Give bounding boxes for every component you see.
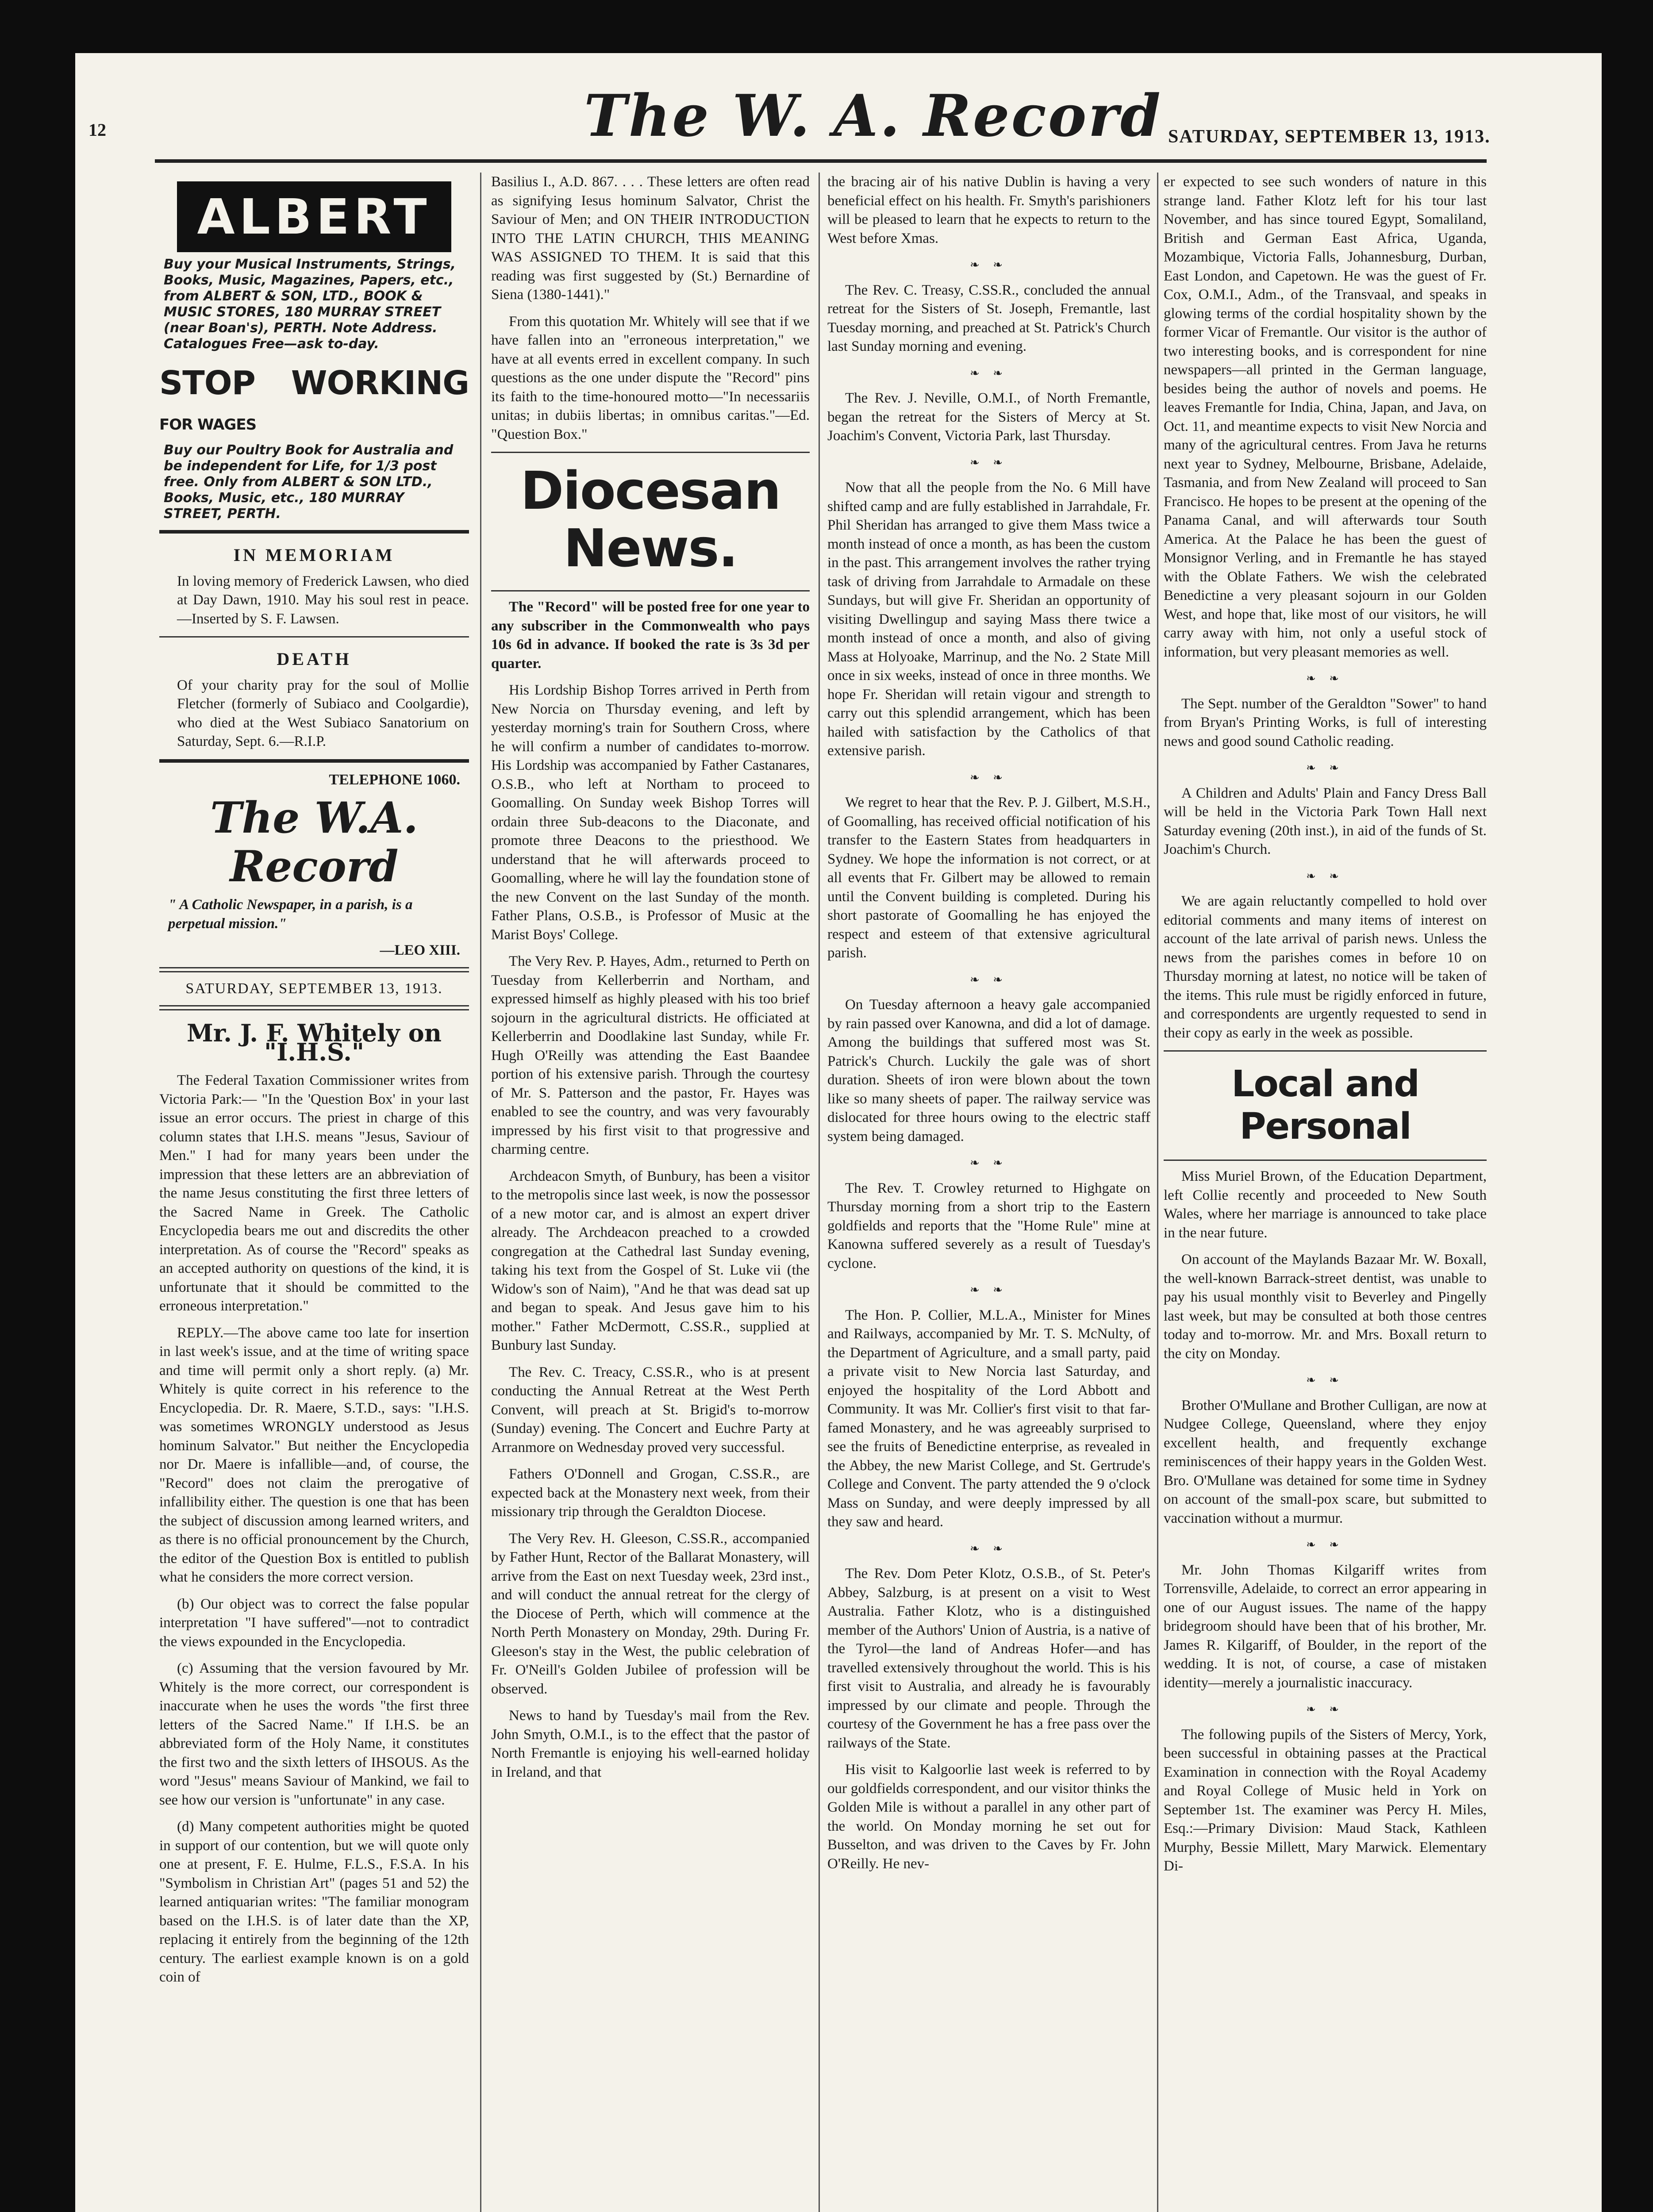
divider [491, 590, 810, 591]
whitely-article-heading: Mr. J. F. Whitely on "I.H.S." [186, 1019, 442, 1066]
news-item: The Very Rev. P. Hayes, Adm., returned to Perth on Tuesday from Kellerberrin and Northam, and expressed himself as highly pleased with his too brief sojourn in the agricultural districts. He officiated at Kellerberrin and Doodlakine last Sunday, while Fr. Hugh O'Reilly was attending the East Baandee portion of his extensive parish. Through the courtesy of Mr. S. Patterson and the pastor, Fr. Hayes was enabled to see the country, and was very favourably impressed by his first visit to that progressive and charming centre. [491, 953, 810, 1157]
page-number: 12 [88, 120, 106, 140]
article-paragraph: (d) Many competent authorities might be quoted in support of our contention, but we will quote only one at present, F. E. Hulme, F.L.S., F.S.A. In his "Symbolism in Christian Art" (pages 51 and 52) the learned antiquarian writes: "The familiar monogram based on the I.H.S. is of later date than the XP, replacing it entirely from the beginning of the 12th century. The earliest example known is on a gold coin of [159, 1819, 469, 1985]
divider [159, 530, 469, 534]
article-paragraph: REPLY.—The above came too late for insertion in last week's issue, and at the time of writing space and time will permit only a short reply. (a) Mr. Whitely is quite correct in his reference to the Encyclopedia. Dr. R. Maere, S.T.D., says: "I.H.S. was sometimes WRONGLY understood as Jesus hominum Salvator." But neither the Encyclopedia nor Dr. Maere is infallible—and, of course, the "Record" does not claim the prerogative of infallibility either. The question is one that has been the subject of discussion among learned writers, and as there is no official pronouncement by the Church, the editor of the Question Box is entitled to publish what he considers the more correct version. [159, 1325, 469, 1585]
scan-border-right [1602, 0, 1653, 2212]
motto: " A Catholic Newspaper, in a parish, is a perpetual mission." [168, 897, 413, 932]
news-item: Fathers O'Donnell and Grogan, C.SS.R., are expected back at the Monastery next week, from their missionary trip through the Geraldton Diocese. [491, 1466, 810, 1520]
column-3 [827, 173, 1150, 1881]
masthead-title: The W. A. Record [584, 82, 1162, 150]
column-4 [1164, 173, 1487, 1884]
poultry-book-ad [159, 365, 469, 522]
news-item: The Rev. C. Treacy, C.SS.R., who is at present conducting the Annual Retreat at the West Perth Convent, will preach at St. Brigid's to-morrow (Sunday) evening. The Concert and Euchre Party at Arranmore on Wednesday proved very successful. [491, 1364, 810, 1455]
divider [1164, 1160, 1487, 1161]
sub-masthead-date: SATURDAY, SEPTEMBER 13, 1913. [185, 980, 443, 997]
news-item: A Children and Adults' Plain and Fancy Dress Ball will be held in the Victoria Park Town Hall next Saturday evening (20th inst.), in aid of the funds of St. Joachim's Church. [1164, 785, 1487, 857]
news-item: His visit to Kalgoorlie last week is referred to by our goldfields correspondent, and our visitor thinks the Golden Mile is without a parallel in any other part of the world. On Monday morning he set out for Busselton, and was driven to the Caves by Fr. John O'Reilly. He nev- [827, 1762, 1150, 1872]
divider [159, 1005, 469, 1010]
in-memoriam-text: In loving memory of Frederick Lawsen, who died at Day Dawn, 1910. May his soul rest in peace. —Inserted by S. F. Lawsen. [177, 573, 469, 627]
news-item: Mr. John Thomas Kilgariff writes from Torrensville, Adelaide, to correct an error appearing in one of our August issues. The name of the happy bridegroom should have been that of his brother, Mr. James R. Kilgariff, of Boulder, in the report of the wedding. It is not, of course, a case of mistaken identity—merely a journalistic inaccuracy. [1164, 1562, 1487, 1691]
column-1 [159, 173, 469, 1995]
stop-working-heading: STOP WORKING FOR WAGES [159, 364, 469, 434]
ornament-divider: ❧ ❧ [969, 366, 1008, 380]
motto-attribution: —LEO XIII. [380, 942, 460, 958]
music-store-ad [159, 181, 469, 352]
scan-border-left [0, 0, 75, 2212]
masthead-rule [155, 159, 1487, 163]
news-item: On account of the Maylands Bazaar Mr. W. Boxall, the well-known Barrack-street dentist, was unable to pay his usual monthly visit to Beverley and Pingelly last week, but may be consulted at both those centres today and to-morrow. Mr. and Mrs. Boxall return to the city on Monday. [1164, 1252, 1487, 1362]
ornament-divider: ❧ ❧ [969, 1283, 1008, 1296]
diocesan-news-heading: Diocesan News. [520, 460, 780, 579]
column-2 [491, 173, 810, 1790]
news-item: Archdeacon Smyth, of Bunbury, has been a visitor to the metropolis since last week, is now the possessor of a new motor car, and is almost an expert driver already. The Archdeacon preached to a crowded congregation at the Cathedral last Sunday evening, taking his text from the Gospel of St. Luke vii (the Widow's son of Naim), "And he that was dead sat up and began to speak. And Jesus gave him to his mother." Father McDermott, C.SS.R., supplied at Bunbury last Sunday. [491, 1168, 810, 1353]
news-item: Brother O'Mullane and Brother Culligan, are now at Nudgee College, Queensland, where they enjoy excellent health, and frequently exchange reminiscences of their happy years in the Golden West. Bro. O'Mullane was detained for some time in Sydney on account of the small-pox scare, but submitted to vaccination without a murmur. [1164, 1397, 1487, 1526]
news-item: er expected to see such wonders of nature in this strange land. Father Klotz left for his tour last November, and has since toured Egypt, Somaliland, British and German East Africa, Uganda, Mozambique, Victoria Falls, Johannesburg, Durban, East London, and Capetown. He was the guest of Fr. Cox, O.M.I., Adm., of the Transvaal, and speaks in glowing terms of the cordial hospitality shown by the former Vicar of Fremantle. Our visitor is the author of two interesting books, and is correspondent for nine newspapers—all printed in the German language, besides being the author of novels and poems. He leaves Fremantle for India, China, Japan, and Java, on Oct. 11, and meantime expects to visit New Norcia and many of the agricultural centres. From Java he returns next year to Sydney, Melbourne, Brisbane, Adelaide, Tasmania, and from New Zealand will proceed to San Francisco. He hopes to be present at the opening of the Panama Canal, and will afterwards tour South America. At the Palace he has been the guest of Monsignor Verling, and in Fremantle he has stayed with the Oblate Fathers. We wish the celebrated Benedictine a very pleasant sojourn in our Golden West, and hope that, like most of our visitors, he will carry away with him, not only a useful stock of information, but very pleasant memories as well. [1164, 174, 1487, 660]
news-item: His Lordship Bishop Torres arrived in Perth from New Norcia on Thursday evening, and left by yesterday morning's train for Southern Cross, where he will confirm a number of candidates to-morrow. His Lordship was accompanied by Father Castanares, O.S.B., who left at Northam to proceed to Goomalling. On Sunday week Bishop Torres will ordain three Sub-deacons to the Diaconate, and promote three Deacons to the priesthood. We understand that he will afterwards proceed to Goomalling, where he will lay the foundation stone of the new Convent on the last Sunday of the month. Father Plans, O.S.B., is Professor of Music at the Marist Boys' College. [491, 682, 810, 943]
article-paragraph: (c) Assuming that the version favoured by Mr. Whitely is the more correct, our correspondent is inaccurate when he uses the words "the first three letters of the Sacred Name." If I.H.S. be an abbreviated form of the Holy Name, it constitutes the first two and the sixth letters of IHSOUS. As the word "Jesus" means Saviour of Mankind, we fail to see how our version is "unfortunate" in any case. [159, 1660, 469, 1808]
music-ad-text: Buy your Musical Instruments, Strings, Books, Music, Magazines, Papers, etc., from ALBERT & SON, LTD., BOOK & MUSIC STORES, 180 MURRAY STREET (near Boan's), PERTH. Note Address. Catalogues Free—ask to-day. [164, 257, 456, 352]
news-item: The Very Rev. H. Gleeson, C.SS.R., accompanied by Father Hunt, Rector of the Ballarat Monastery, will arrive from the East on next Tuesday week, 23rd inst., and will conduct the annual retreat for the clergy of the Diocese of Perth, which will commence at the North Perth Monastery on Monday, 29th. During Fr. Gleeson's stay in the West, the public celebration of Fr. O'Neill's Golden Jubilee of profession will be observed. [491, 1530, 810, 1697]
news-item: Miss Muriel Brown, of the Education Department, left Collie recently and proceeded to New South Wales, where her marriage is announced to take place in the near future. [1164, 1168, 1487, 1241]
news-item: We are again reluctantly compelled to hold over editorial comments and many items of interest on account of the late arrival of parish news. Unless the news from the parishes comes in before 10 on Thursday morning at latest, no notice will be taken of the items. This rule must be rigidly enforced in future, and correspondents are urgently requested to send in their copy as early in the week as possible. [1164, 893, 1487, 1041]
divider [491, 452, 810, 453]
article-paragraph: (b) Our object was to correct the false popular interpretation "I have suffered"—not to contradict the views expounded in the Encyclopedia. [159, 1596, 469, 1650]
ornament-divider: ❧ ❧ [1306, 761, 1345, 774]
divider [159, 759, 469, 763]
article-paragraph: The Federal Taxation Commissioner writes from Victoria Park:— "In the 'Question Box' in your last issue an error occurs. The priest in charge of this column states that I.H.S. means "Jesus, Saviour of Men." I had for many years been under the impression that these letters are an abbreviation of the name Jesus constituting the first three letters of the Sacred Name in Greek. The Catholic Encyclopedia bears me out and discredits the other interpretation. As of course the "Record" speaks as an accepted authority on questions of the kind, it is unfortunate that it should be committed to the erroneous interpretation." [159, 1072, 469, 1314]
news-item: We regret to hear that the Rev. P. J. Gilbert, M.S.H., of Goomalling, has received official notification of his transfer to the Eastern States from headquarters in Sydney. We hope the information is not correct, or at all events that Fr. Gilbert may be allowed to remain until the Convent building is completed. During his short pastorate of Goomalling he has enjoyed the respect and esteem of that extensive agricultural parish. [827, 795, 1150, 961]
ornament-divider: ❧ ❧ [969, 771, 1008, 784]
news-item: Now that all the people from the No. 6 Mill have shifted camp and are fully established in Jarrahdale, Fr. Phil Sheridan has arranged to give them Mass twice a month instead of once a month, as has been the custom in the past. This arrangement involves the rather trying task of driving from Jarrahdale to Armadale on these Sundays, but will give Fr. Sheridan an opportunity of visiting Dwellingup and saying Mass there twice a month instead of once a month, and also of giving Mass at Holyoake, Marrinup, and the No. 2 State Mill once in six weeks, instead of once in three months. We hope Fr. Sheridan will retain vigour and strength to carry out this splendid arrangement, which has been hailed with satisfaction by the Catholics of that extensive parish. [827, 480, 1150, 759]
column-rule [819, 173, 820, 2212]
column-rule [480, 173, 481, 2212]
news-item: The Rev. J. Neville, O.M.I., of North Fremantle, began the retreat for the Sisters of Mercy at St. Joachim's Convent, Victoria Park, last Thursday. [827, 390, 1150, 444]
news-item: News to hand by Tuesday's mail from the Rev. John Smyth, O.M.I., is to the effect that the pastor of North Fremantle is enjoying his well-earned holiday in Ireland, and that [491, 1708, 810, 1780]
ornament-divider: ❧ ❧ [1306, 1703, 1345, 1716]
ornament-divider: ❧ ❧ [1306, 1538, 1345, 1551]
divider [159, 636, 469, 637]
divider [159, 967, 469, 972]
news-item: On Tuesday afternoon a heavy gale accompanied by rain passed over Kanowna, and did a lot of damage. Among the buildings that suffered most was St. Patrick's Church. Luckily the gale was of short duration. Sheets of iron were blown about the town like so many sheets of paper. The railway service was dislocated for three hours owing to the electric staff system being damaged. [827, 997, 1150, 1144]
local-and-personal-heading: Local and Personal [1231, 1063, 1419, 1148]
divider [1164, 1050, 1487, 1052]
ornament-divider: ❧ ❧ [969, 258, 1008, 271]
news-item: The Sept. number of the Geraldton "Sower" to hand from Bryan's Printing Works, is full of interesting news and good sound Catholic reading. [1164, 695, 1487, 749]
article-paragraph: Basilius I., A.D. 867. . . . These letters are often read as signifying Iesus hominum Salvator, Christ the Saviour of Men; and ON THEIR INTRODUCTION INTO THE LATIN CHURCH, THIS MEANING WAS ASSIGNED TO THEM. It is said that this reading was first suggested by (St.) Bernardine of Siena (1380-1441)." [491, 174, 810, 303]
news-item: the bracing air of his native Dublin is having a very beneficial effect on his health. Fr. Smyth's parishioners will be pleased to learn that he expects to return to the West before Xmas. [827, 174, 1150, 246]
column-rule [1157, 173, 1158, 2212]
news-item: The following pupils of the Sisters of Mercy, York, been successful in obtaining passes at the Practical Examination in connection with the Royal Academy and Royal College of Music held in York on September 1st. The examiner was Percy H. Miles, Esq.:—Primary Division: Maud Stack, Kathleen Murphy, Bessie Millett, Mary Marwick. Elementary Di- [1164, 1726, 1487, 1874]
ornament-divider: ❧ ❧ [1306, 672, 1345, 685]
ornament-divider: ❧ ❧ [969, 456, 1008, 469]
death-notice-text: Of your charity pray for the soul of Mollie Fletcher (formerly of Subiaco and Coolgardie), who died at the West Subiaco Sanatorium on Saturday, Sept. 6.—R.I.P. [177, 677, 469, 749]
ornament-divider: ❧ ❧ [969, 1542, 1008, 1555]
ornament-divider: ❧ ❧ [1306, 869, 1345, 883]
scan-border-top [0, 0, 1653, 53]
ad-logo: ALBERT [177, 181, 451, 252]
ornament-divider: ❧ ❧ [969, 1156, 1008, 1169]
telephone-number: TELEPHONE 1060. [329, 771, 460, 788]
news-item: The Rev. T. Crowley returned to Highgate on Thursday morning from a short trip to the Eastern goldfields and reports that the "Home Rule" mine at Kanowna suffered severely as a result of Tuesday's cyclone. [827, 1180, 1150, 1271]
in-memoriam-heading: IN MEMORIAM [233, 545, 395, 565]
ornament-divider: ❧ ❧ [969, 973, 1008, 986]
sub-masthead-title: The W.A. Record [210, 793, 418, 891]
subscription-notice: The "Record" will be posted free for one year to any subscriber in the Commonwealth who pays 10s 6d in advance. If booked the rate is 3s 3d per quarter. [491, 599, 810, 672]
poultry-ad-text: Buy our Poultry Book for Australia and be independent for Life, for 1/3 post free. Only from ALBERT & SON LTD., Books, Music, etc., 180 MURRAY STREET, PERTH. [164, 442, 454, 522]
news-item: The Rev. C. Treasy, C.SS.R., concluded the annual retreat for the Sisters of St. Joseph, Fremantle, last Tuesday morning, and preached at St. Patrick's Church last Sunday morning and evening. [827, 282, 1150, 354]
news-item: The Hon. P. Collier, M.L.A., Minister for Mines and Railways, accompanied by Mr. T. S. McNulty, of the Department of Agriculture, and a small party, paid a private visit to New Norcia last Saturday, and enjoyed the hospitality of the Lord Abbott and Community. It was Mr. Collier's first visit to that far-famed Monastery, and he was agreeably surprised to see the fruits of Benedictine enterprise, as revealed in the Abbey, the new Marist College, and St. Gertrude's College and Convent. The party attended the 9 o'clock Mass on Sunday, and were deeply impressed by all they saw and heard. [827, 1307, 1150, 1530]
ornament-divider: ❧ ❧ [1306, 1374, 1345, 1386]
death-heading: DEATH [277, 649, 352, 669]
masthead-date: SATURDAY, SEPTEMBER 13, 1913. [1168, 127, 1491, 147]
article-paragraph: From this quotation Mr. Whitely will see that if we have fallen into an "erroneous interpretation," we have at all events erred in excellent company. In such questions as the one under dispute the "Record" pins its faith to the time-honoured motto—"In necessariis unitas; in dubiis libertas; in omnibus caritas."—Ed. "Question Box." [491, 313, 810, 442]
news-item: The Rev. Dom Peter Klotz, O.S.B., of St. Peter's Abbey, Salzburg, is at present on a visit to West Australia. Father Klotz, who is a distinguished member of the Authors' Union of Austria, is a native of the Tyrol—the land of Andreas Hofer—and has travelled extensively throughout the world. This is his first visit to Australia, and already he is favourably impressed by our climate and people. Through the courtesy of the Government he has a free pass over the railways of the State. [827, 1566, 1150, 1751]
